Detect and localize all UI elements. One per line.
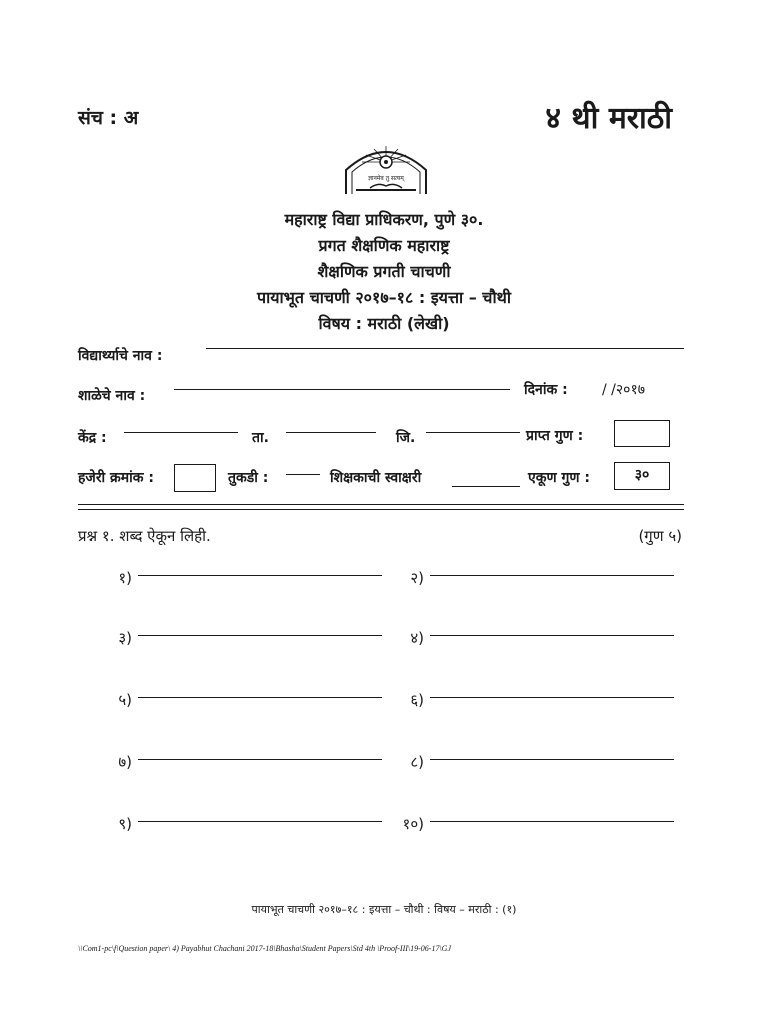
total-marks-label: एकूण गुण : <box>528 470 590 486</box>
answer-number: ५) <box>118 691 132 709</box>
date-label: दिनांक : <box>524 382 568 398</box>
question-title: प्रश्न १. शब्द ऐकून लिही. <box>78 527 211 545</box>
student-name-field[interactable] <box>206 348 684 349</box>
program-line: प्रगत शैक्षणिक महाराष्ट्र <box>318 236 450 255</box>
answer-number: १०) <box>402 815 424 833</box>
answer-number: ३) <box>118 629 132 647</box>
school-name-label: शाळेचे नाव : <box>78 388 146 404</box>
answer-number: ८) <box>410 753 424 771</box>
school-name-field[interactable] <box>174 389 510 390</box>
total-marks-box: ३० <box>614 462 670 490</box>
roll-number-box[interactable] <box>174 464 216 492</box>
roll-number-label: हजेरी क्रमांक : <box>78 470 155 486</box>
center-field[interactable] <box>124 432 238 433</box>
subject-line: विषय : मराठी (लेखी) <box>318 314 450 333</box>
answer-number: ७) <box>118 753 132 771</box>
page-footer: पायाभूत चाचणी २०१७–१८ : इयत्ता – चौथी : विषय – मराठी : (१) <box>251 903 517 916</box>
divider-top <box>78 504 684 505</box>
test-year-line: पायाभूत चाचणी २०१७–१८ : इयत्ता – चौथी <box>257 288 511 307</box>
question-marks: (गुण ५) <box>638 527 682 545</box>
district-field[interactable] <box>426 432 520 433</box>
division-field[interactable] <box>286 474 320 475</box>
answer-number: १) <box>118 569 132 587</box>
paper-title: ४ थी मराठी <box>545 101 672 136</box>
teacher-sign-field[interactable] <box>452 486 520 487</box>
taluka-label: ता. <box>252 430 269 446</box>
answer-number: ९) <box>118 815 132 833</box>
answer-number: २) <box>410 569 424 587</box>
set-label: संच : अ <box>78 107 139 129</box>
answer-number: ४) <box>410 629 424 647</box>
date-value[interactable]: / /२०१७ <box>602 382 646 398</box>
divider-bottom <box>78 509 684 510</box>
answer-line[interactable] <box>430 697 674 698</box>
answer-line[interactable] <box>138 697 382 698</box>
logo-emblem-icon <box>340 140 432 198</box>
district-label: जि. <box>396 430 416 446</box>
authority-line: महाराष्ट्र विद्या प्राधिकरण, पुणे ३०. <box>284 210 484 229</box>
answer-line[interactable] <box>430 759 674 760</box>
answer-line[interactable] <box>138 575 382 576</box>
taluka-field[interactable] <box>286 432 376 433</box>
teacher-sign-label: शिक्षकाची स्वाक्षरी <box>330 470 422 486</box>
answer-line[interactable] <box>430 821 674 822</box>
answer-line[interactable] <box>430 635 674 636</box>
answer-line[interactable] <box>430 575 674 576</box>
answer-line[interactable] <box>138 635 382 636</box>
answer-line[interactable] <box>138 821 382 822</box>
test-type-line: शैक्षणिक प्रगती चाचणी <box>317 262 451 281</box>
student-name-label: विद्यार्थ्याचे नाव : <box>78 348 163 364</box>
marks-obtained-label: प्राप्त गुण : <box>526 428 584 444</box>
marks-obtained-box[interactable] <box>614 420 670 447</box>
center-label: केंद्र : <box>78 430 107 446</box>
answer-number: ६) <box>410 691 424 709</box>
file-path-note: \\Com1-pc\f\Question paper\ 4) Payabhut Chachani 2017-18\Bhasha\Student Papers\Std 4th \Proof-III\19-06-17\GJ <box>78 944 451 953</box>
division-label: तुकडी : <box>228 470 269 486</box>
answer-line[interactable] <box>138 759 382 760</box>
logo-motto: ज्ञानमेव तु सत्यम् <box>368 175 404 182</box>
